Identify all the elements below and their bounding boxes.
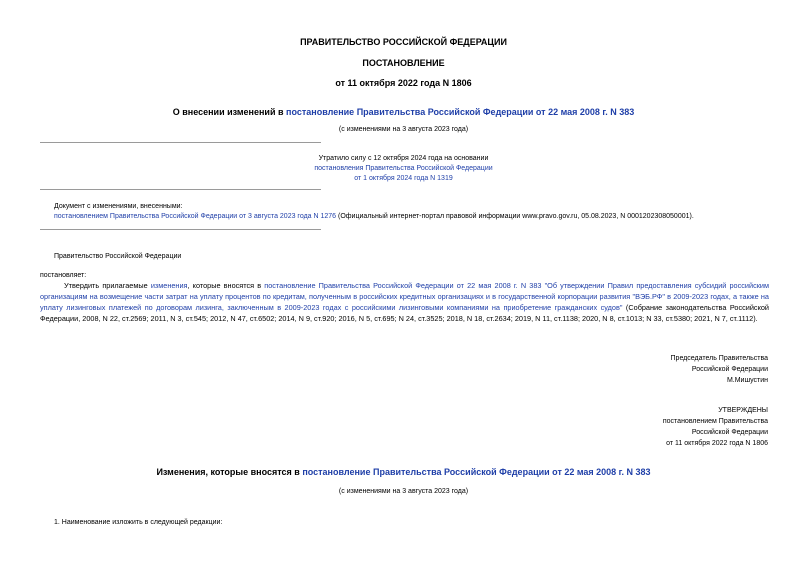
changes-note: (с изменениями на 3 августа 2023 года)	[338, 126, 469, 133]
amendments-rest: (Официальный интернет-портал правовой информации www.pravo.gov.ru, 05.08.2023, N 0001202308050001).	[336, 213, 694, 220]
approved-line2: постановлением Правительства	[662, 418, 768, 425]
title-link[interactable]: постановление Правительства Российской Федерации от 22 мая 2008 г. N 383	[286, 107, 635, 117]
divider	[40, 189, 321, 190]
paragraph-text: Утвердить прилагаемые	[64, 281, 151, 290]
changes-title-link[interactable]: постановление Правительства Российской Федерации от 22 мая 2008 г. N 383	[302, 467, 651, 477]
signature-line2: Российской Федерации	[691, 366, 768, 373]
changes-prefix: Изменения, которые вносятся в	[156, 467, 303, 477]
amendments-link[interactable]: постановлением Правительства Российской Федерации от 3 августа 2023 года N 1276	[54, 213, 337, 220]
expired-link-line3[interactable]: от 1 октября 2024 года N 1319	[354, 175, 453, 182]
title-prefix: О внесении изменений в	[172, 107, 287, 117]
expired-line1: Утратило силу с 12 октября 2024 года на основании	[318, 155, 489, 162]
document-date-number: от 11 октября 2022 года N 1806	[335, 78, 472, 88]
approved-line4: от 11 октября 2022 года N 1806	[666, 440, 768, 447]
divider	[40, 142, 321, 143]
approved-line3: Российской Федерации	[691, 429, 768, 436]
changes-note: (с изменениями на 3 августа 2023 года)	[338, 488, 469, 495]
government-header: ПРАВИТЕЛЬСТВО РОССИЙСКОЙ ФЕДЕРАЦИИ	[300, 37, 507, 47]
document-type: ПОСТАНОВЛЕНИЕ	[362, 58, 445, 68]
signature-line1: Председатель Правительства	[670, 355, 768, 362]
changes-link[interactable]: изменения	[150, 281, 188, 290]
changes-item-1: 1. Наименование изложить в следующей редакции:	[54, 519, 223, 526]
paragraph-text: , которые вносятся в	[187, 281, 265, 290]
document-title	[0, 106, 807, 118]
decides-text: постановляет:	[40, 272, 87, 279]
amendments-label: Документ с изменениями, внесенными:	[54, 203, 183, 210]
approved-line1: УТВЕРЖДЕНЫ	[718, 407, 768, 414]
signature-name: М.Мишустин	[726, 377, 768, 384]
decree-link[interactable]: постановление Правительства Российской Федерации от 22 мая 2008 г. N 383 "Об утверждении Правил предоставления субсидий российским организациям на возмещение части затрат на уплату процентов по кредитам, полученным в российских кредитных организациях и в государственной корпорации развития "ВЭБ.РФ" в 2009-2023 годах, а также на уплату лизинговых платежей по договорам лизинга, заключенным в 2009-2023 годах с российскими лизинговыми компаниями на приобретение гражданских судов"	[40, 281, 769, 312]
government-name: Правительство Российской Федерации	[54, 253, 182, 260]
main-paragraph	[40, 280, 769, 324]
changes-title	[0, 466, 807, 478]
paragraph-text: (Собрание законодательства Российской Федерации, 2008, N 22, ст.2569; 2011, N 3, ст.545; 2012, N 47, ст.6502; 2014, N 9, ст.920; 2016, N 5, ст.695; N 24, ст.3525; 2018, N 18, ст.2634; 2019, N 11, ст.1138; 2020, N 8, ст.1013; N 33, ст.5380; 2021, N 7, ст.1112).	[40, 303, 769, 323]
amendments-text	[54, 211, 774, 222]
expired-link-line2[interactable]: постановления Правительства Российской Федерации	[314, 165, 493, 172]
divider	[40, 229, 321, 230]
